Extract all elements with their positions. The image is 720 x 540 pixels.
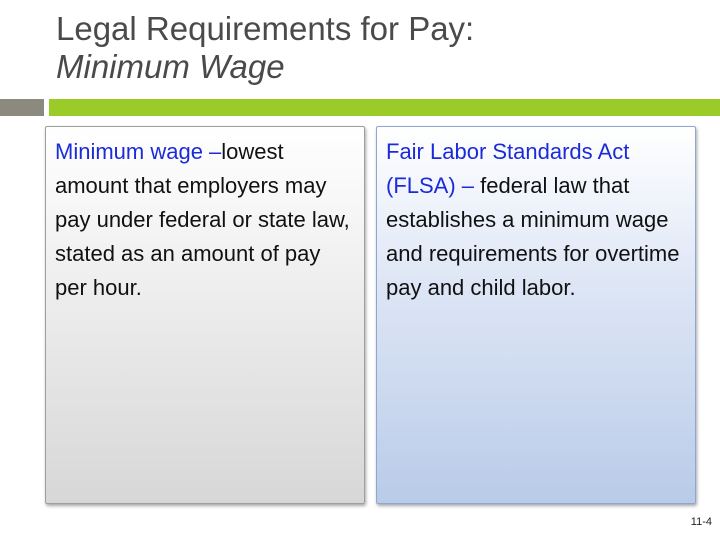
accent-bar-gray	[0, 99, 44, 116]
minimum-wage-definition-box	[45, 126, 365, 504]
page-number: 11-4	[690, 516, 712, 528]
title-line-2: Minimum Wage	[56, 48, 285, 85]
flsa-definition-box	[376, 126, 696, 504]
minimum-wage-term: Minimum wage –	[55, 139, 222, 164]
title-line-1: Legal Requirements for Pay:	[56, 10, 475, 47]
flsa-definition: federal law that establishes a minimum wage and requirements for overtime pay and child labor.	[386, 173, 680, 300]
minimum-wage-definition: lowest amount that employers may pay under federal or state law, stated as an amount of pay per hour.	[55, 139, 350, 300]
accent-bar-green	[49, 99, 720, 116]
flsa-term: Fair Labor Standards Act (FLSA) –	[386, 139, 630, 198]
slide-title	[56, 10, 676, 86]
